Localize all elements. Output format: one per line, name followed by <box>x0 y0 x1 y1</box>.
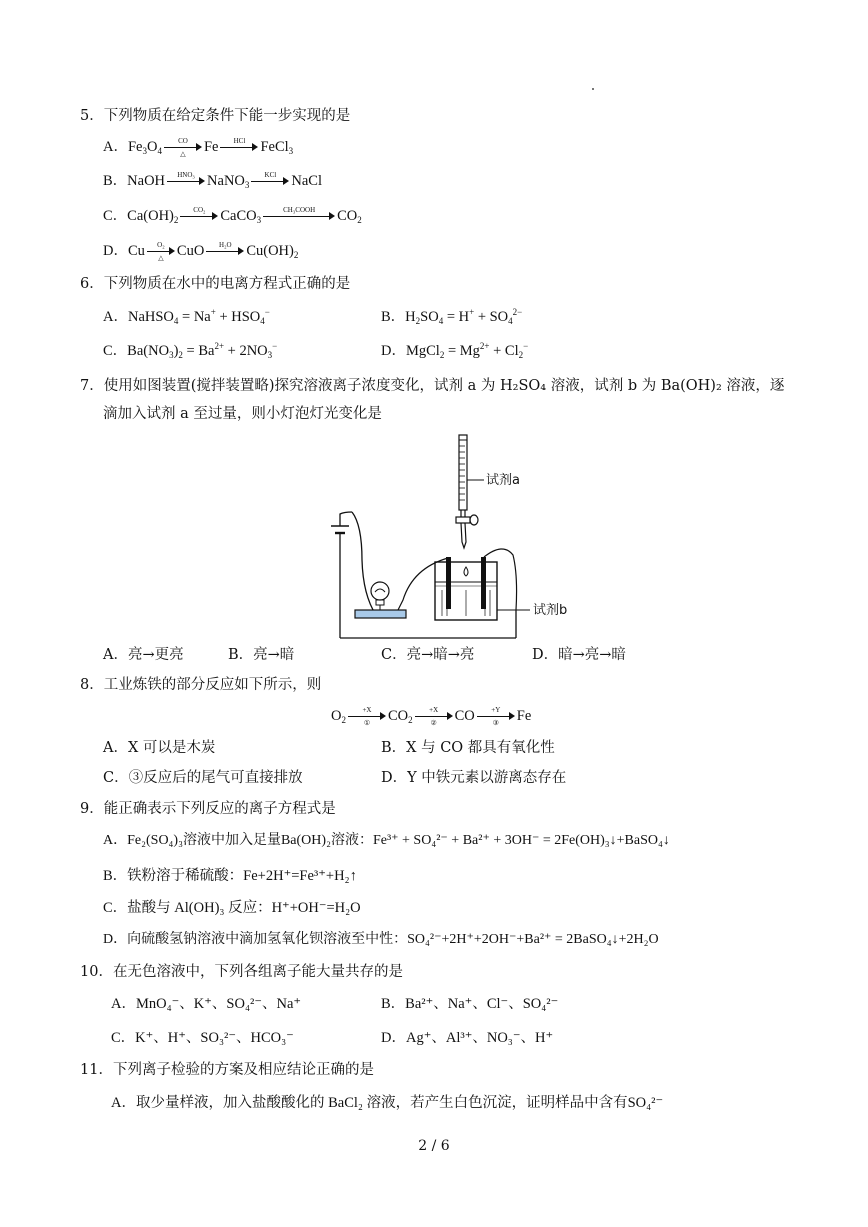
reaction-arrow-icon: KCl <box>251 172 289 192</box>
q6-option-c: C．$Ba(NO_3)_2 = Ba^{2+} + 2NO_3^-$ <box>103 341 278 360</box>
q10-option-c: C．K⁺、H⁺、SO₃²⁻、HCO₃⁻ <box>111 1030 294 1046</box>
q8-reaction-chain: $O_2$ +X ① $CO_2$ +X ② CO +Y ③ Fe <box>331 705 532 727</box>
q8-option-d: D．Y 中铁元素以游离态存在 <box>381 770 567 786</box>
reaction-arrow-icon: +X ② <box>415 707 453 727</box>
q8-option-a: A．X 可以是木炭 <box>103 740 216 756</box>
bulb-icon <box>371 582 389 600</box>
q6-option-a: A．NaHSO$_4$ = $Na^+ + HSO_4^-$ <box>103 307 270 326</box>
q7-option-a: A．亮→更亮 <box>103 647 184 663</box>
stopcock <box>456 517 470 523</box>
electrode-right <box>481 557 486 609</box>
reagent-a-label: 试剂a <box>486 473 520 488</box>
q7-option-c: C．亮→暗→亮 <box>381 647 475 663</box>
q5-option-a: A．$Fe_3O_4$ CO △ Fe HCl FeCl$_3$ <box>103 136 294 158</box>
q9-option-c: C．盐酸与 Al(OH)₃ 反应：H⁺+OH⁻=H₂O <box>103 900 361 916</box>
q7-stem-line2: 滴加入试剂 a 至过量，则小灯泡灯光变化是 <box>103 406 382 422</box>
reaction-arrow-icon: +Y ③ <box>477 707 515 727</box>
q9-option-d: D．向硫酸氢钠溶液中滴加氢氧化钡溶液至中性：SO₄²⁻+2H⁺+2OH⁻+Ba²⁺ = 2BaSO₄↓+2H₂O <box>103 932 659 947</box>
reaction-arrow-icon: CH₃COOH <box>263 207 335 227</box>
q6-stem: 6．下列物质在水中的电离方程式正确的是 <box>80 276 351 292</box>
q6-option-b: B．$H_2SO_4 = H^+ + SO_4^{2-}$ <box>381 307 523 326</box>
q8-stem: 8．工业炼铁的部分反应如下所示，则 <box>80 677 322 693</box>
q9-stem: 9．能正确表示下列反应的离子方程式是 <box>80 801 336 817</box>
reaction-arrow-icon: H₂O <box>206 242 244 262</box>
reaction-arrow-icon: CO₂ <box>180 207 218 227</box>
page-number: 2 / 6 <box>418 1138 450 1154</box>
reaction-arrow-icon: HNO₃ <box>167 172 205 192</box>
q10-option-b: B．Ba²⁺、Na⁺、Cl⁻、SO₄²⁻ <box>381 996 559 1012</box>
q10-stem: 10．在无色溶液中，下列各组离子能大量共存的是 <box>80 964 403 980</box>
q8-option-b: B．X 与 CO 都具有氧化性 <box>381 740 555 756</box>
conductivity-apparatus-diagram <box>318 430 568 640</box>
reaction-arrow-icon: O₂ △ <box>147 242 175 262</box>
q10-option-d: D．Ag⁺、Al³⁺、NO₃⁻、H⁺ <box>381 1030 554 1046</box>
q7-option-d: D．暗→亮→暗 <box>532 647 626 663</box>
q5-option-b: B．NaOH HNO₃ NaNO$_3$ KCl NaCl <box>103 170 322 190</box>
reaction-arrow-icon: +X ① <box>348 707 386 727</box>
lamp-base <box>355 610 406 618</box>
q5-stem: 5．下列物质在给定条件下能一步实现的是 <box>80 108 351 124</box>
reaction-arrow-icon: CO △ <box>164 138 202 158</box>
q5-option-c: C．$Ca(OH)_2$ CO₂ CaCO$_3$ CH₃COOH $CO_2$ <box>103 205 362 225</box>
q11-option-a: A．取少量样液，加入盐酸酸化的 BaCl₂ 溶液，若产生白色沉淀，证明样品中含有SO₄²⁻ <box>111 1095 664 1111</box>
scan-dot <box>592 88 594 90</box>
q6-option-d: D．MgCl$_2$ = $Mg^{2+} + Cl_2^-$ <box>381 341 529 360</box>
electrode-left <box>446 557 451 609</box>
q9-option-a: A．Fe₂(SO₄)₃溶液中加入足量Ba(OH)₂溶液：Fe³⁺ + SO₄²⁻ + Ba²⁺ + 3OH⁻ = 2Fe(OH)₃↓+BaSO₄↓ <box>103 833 670 848</box>
q7-option-b: B．亮→暗 <box>228 647 295 663</box>
reagent-b-label: 试剂b <box>533 603 568 618</box>
q9-option-b: B．铁粉溶于稀硫酸：Fe+2H⁺=Fe³⁺+H₂↑ <box>103 868 357 884</box>
q7-stem-line1: 7．使用如图装置(搅拌装置略)探究溶液离子浓度变化，试剂 a 为 H₂SO₄ 溶液，试剂 b 为 Ba(OH)₂ 溶液，逐 <box>80 378 785 394</box>
q10-option-a: A．MnO₄⁻、K⁺、SO₄²⁻、Na⁺ <box>111 996 302 1012</box>
q5-option-d: D．Cu O₂ △ CuO H₂O $Cu(OH)_2$ <box>103 240 299 262</box>
reaction-arrow-icon: HCl <box>220 138 258 158</box>
q11-stem: 11．下列离子检验的方案及相应结论正确的是 <box>80 1062 374 1078</box>
q8-option-c: C．③反应后的尾气可直接排放 <box>103 770 303 786</box>
